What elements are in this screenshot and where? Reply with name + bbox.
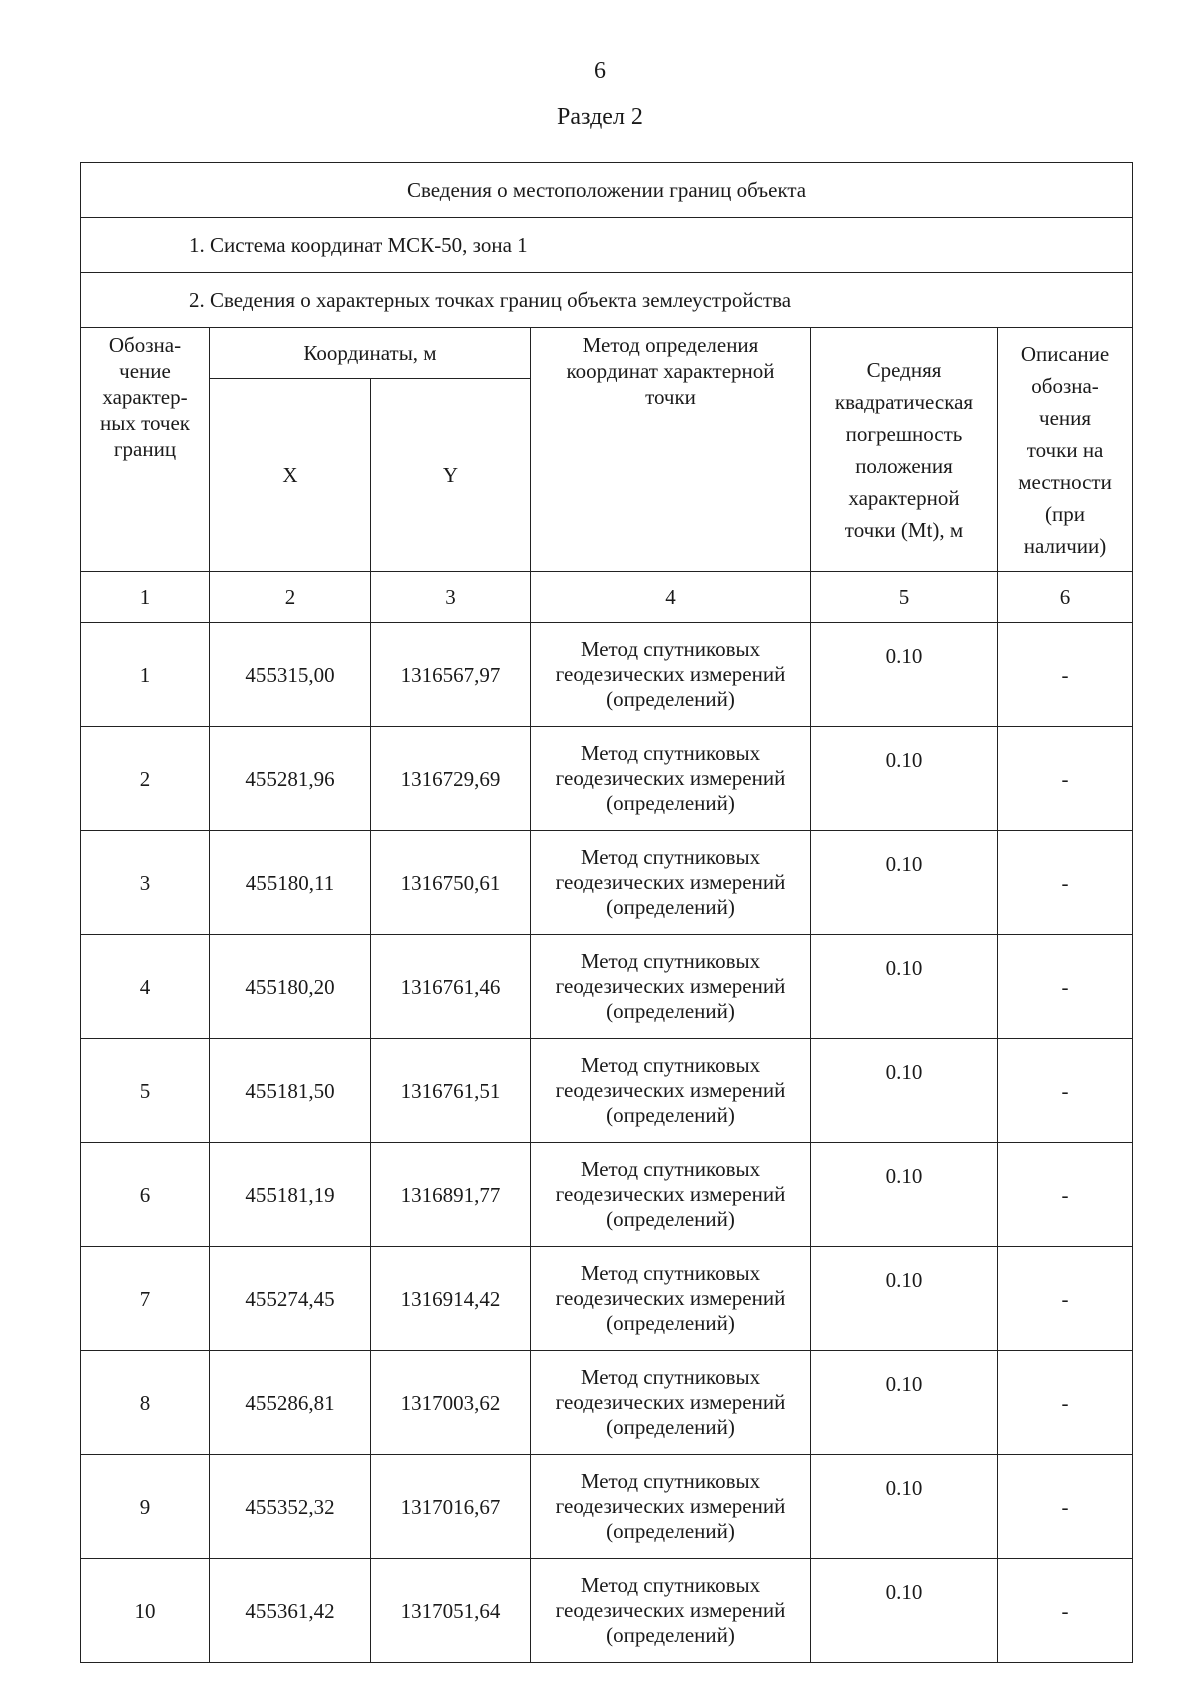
x-coordinate-cell: 455281,96: [210, 727, 371, 831]
table-row: [81, 727, 1133, 831]
page-number: 6: [594, 58, 606, 84]
description-cell: -: [998, 1039, 1133, 1143]
table-title: Сведения о местоположении границ объекта: [81, 163, 1133, 218]
point-number-cell: 5: [81, 1039, 210, 1143]
y-coordinate-cell: 1316729,69: [371, 727, 531, 831]
method-cell: Метод спутниковых геодезических измерений (определений): [531, 831, 811, 935]
table-row: [81, 831, 1133, 935]
column-number: 3: [371, 572, 531, 623]
mt-value-cell: 0.10: [811, 1247, 998, 1351]
coord-system-row: [81, 218, 1133, 273]
point-number-cell: 7: [81, 1247, 210, 1351]
y-coordinate-cell: 1317016,67: [371, 1455, 531, 1559]
method-cell: Метод спутниковых геодезических измерений (определений): [531, 1559, 811, 1663]
description-cell: -: [998, 935, 1133, 1039]
column-number: 1: [81, 572, 210, 623]
y-coordinate-cell: 1317051,64: [371, 1559, 531, 1663]
header-method: Метод определения координат характерной точки: [531, 328, 811, 572]
header-y: Y: [371, 379, 531, 572]
table-row: [81, 1143, 1133, 1247]
header-description: Описание обозна- чения точки на местности (при наличии): [998, 328, 1133, 572]
header-designation: Обозна- чение характер- ных точек границ: [81, 328, 210, 572]
y-coordinate-cell: 1316914,42: [371, 1247, 531, 1351]
x-coordinate-cell: 455352,32: [210, 1455, 371, 1559]
mt-value-cell: 0.10: [811, 1143, 998, 1247]
x-coordinate-cell: 455181,50: [210, 1039, 371, 1143]
table-row: [81, 623, 1133, 727]
mt-value-cell: 0.10: [811, 623, 998, 727]
y-coordinate-cell: 1316761,51: [371, 1039, 531, 1143]
method-cell: Метод спутниковых геодезических измерений (определений): [531, 1143, 811, 1247]
boundary-points-table: [80, 162, 1133, 1663]
point-number-cell: 1: [81, 623, 210, 727]
x-coordinate-cell: 455315,00: [210, 623, 371, 727]
point-number-cell: 8: [81, 1351, 210, 1455]
method-cell: Метод спутниковых геодезических измерений (определений): [531, 935, 811, 1039]
y-coordinate-cell: 1317003,62: [371, 1351, 531, 1455]
point-number-cell: 9: [81, 1455, 210, 1559]
method-cell: Метод спутниковых геодезических измерений (определений): [531, 1039, 811, 1143]
mt-value-cell: 0.10: [811, 831, 998, 935]
y-coordinate-cell: 1316761,46: [371, 935, 531, 1039]
table-row: [81, 1247, 1133, 1351]
column-number: 5: [811, 572, 998, 623]
method-cell: Метод спутниковых геодезических измерений (определений): [531, 1455, 811, 1559]
table-row: [81, 1455, 1133, 1559]
points-title-row: [81, 273, 1133, 328]
method-cell: Метод спутниковых геодезических измерений (определений): [531, 1351, 811, 1455]
description-cell: -: [998, 727, 1133, 831]
y-coordinate-cell: 1316750,61: [371, 831, 531, 935]
x-coordinate-cell: 455361,42: [210, 1559, 371, 1663]
table-row: [81, 1039, 1133, 1143]
point-number-cell: 10: [81, 1559, 210, 1663]
description-cell: -: [998, 1559, 1133, 1663]
point-number-cell: 6: [81, 1143, 210, 1247]
mt-value-cell: 0.10: [811, 1351, 998, 1455]
method-cell: Метод спутниковых геодезических измерений (определений): [531, 623, 811, 727]
column-number: 2: [210, 572, 371, 623]
header-row-top: [81, 328, 1133, 379]
point-number-cell: 3: [81, 831, 210, 935]
mt-value-cell: 0.10: [811, 727, 998, 831]
coord-system-text: 1. Система координат МСК-50, зона 1: [81, 218, 1133, 273]
mt-value-cell: 0.10: [811, 1455, 998, 1559]
point-number-cell: 4: [81, 935, 210, 1039]
x-coordinate-cell: 455286,81: [210, 1351, 371, 1455]
description-cell: -: [998, 1143, 1133, 1247]
x-coordinate-cell: 455181,19: [210, 1143, 371, 1247]
table-title-row: [81, 163, 1133, 218]
description-cell: -: [998, 1247, 1133, 1351]
column-number: 4: [531, 572, 811, 623]
x-coordinate-cell: 455274,45: [210, 1247, 371, 1351]
table-row: [81, 1351, 1133, 1455]
mt-value-cell: 0.10: [811, 1559, 998, 1663]
header-x: X: [210, 379, 371, 572]
points-title-text: 2. Сведения о характерных точках границ объекта землеустройства: [81, 273, 1133, 328]
description-cell: -: [998, 1351, 1133, 1455]
y-coordinate-cell: 1316891,77: [371, 1143, 531, 1247]
method-cell: Метод спутниковых геодезических измерений (определений): [531, 1247, 811, 1351]
header-coordinates: Координаты, м: [210, 328, 531, 379]
y-coordinate-cell: 1316567,97: [371, 623, 531, 727]
column-number: 6: [998, 572, 1133, 623]
description-cell: -: [998, 623, 1133, 727]
method-cell: Метод спутниковых геодезических измерений (определений): [531, 727, 811, 831]
point-number-cell: 2: [81, 727, 210, 831]
description-cell: -: [998, 1455, 1133, 1559]
table-row: [81, 1559, 1133, 1663]
mt-value-cell: 0.10: [811, 1039, 998, 1143]
x-coordinate-cell: 455180,11: [210, 831, 371, 935]
mt-value-cell: 0.10: [811, 935, 998, 1039]
table-row: [81, 935, 1133, 1039]
section-title: Раздел 2: [557, 104, 643, 130]
column-numbers-row: [81, 572, 1133, 623]
x-coordinate-cell: 455180,20: [210, 935, 371, 1039]
header-error: Средняя квадратическая погрешность положения характерной точки (Mt), м: [811, 328, 998, 572]
description-cell: -: [998, 831, 1133, 935]
